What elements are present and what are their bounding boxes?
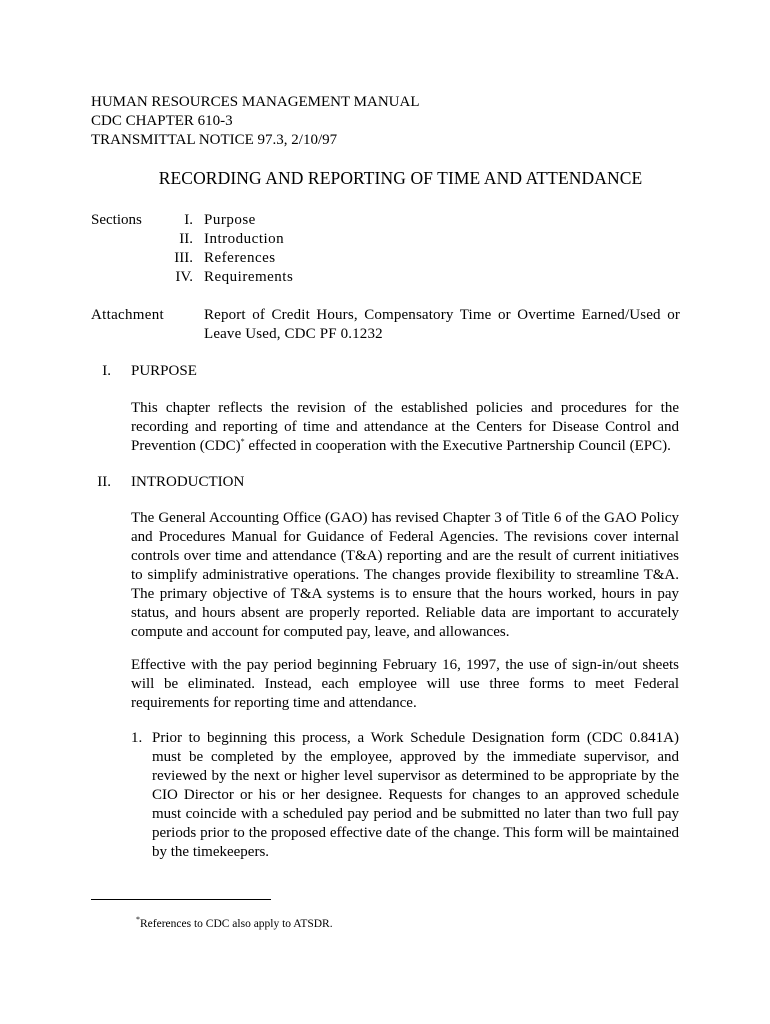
chapter-number: CDC CHAPTER 610-3 xyxy=(91,113,233,129)
section-number: I. xyxy=(184,212,193,228)
purpose-text-end: effected in cooperation with the Executive Partnership Council (EPC). xyxy=(244,438,671,454)
section-number: III. xyxy=(174,250,193,266)
section-item-requirements: Requirements xyxy=(204,269,294,285)
section-item-purpose: Purpose xyxy=(204,212,256,228)
transmittal-notice: TRANSMITTAL NOTICE 97.3, 2/10/97 xyxy=(91,132,338,148)
introduction-number: II. xyxy=(97,474,111,490)
page-title: RECORDING AND REPORTING OF TIME AND ATTENDANCE xyxy=(158,168,643,188)
introduction-heading: INTRODUCTION xyxy=(131,474,245,490)
manual-title: HUMAN RESOURCES MANAGEMENT MANUAL xyxy=(91,94,420,110)
purpose-paragraph xyxy=(131,399,679,456)
document-header xyxy=(91,93,420,150)
footnote-ref: * xyxy=(240,437,245,446)
sections-label: Sections xyxy=(91,212,142,228)
attachment-text: Report of Credit Hours, Compensatory Time or Overtime Earned/Used or Leave Used, CDC PF 0.1232 xyxy=(204,307,680,342)
section-number: II. xyxy=(179,231,193,247)
footnote xyxy=(136,917,333,931)
footnote-marker: * xyxy=(136,915,140,925)
section-number: IV. xyxy=(175,269,193,285)
list-item-number: 1. xyxy=(131,730,143,746)
footnote-text: References to CDC also apply to ATSDR. xyxy=(140,918,333,930)
purpose-number: I. xyxy=(102,363,111,379)
footnote-divider xyxy=(91,899,271,900)
list-item: Prior to beginning this process, a Work Schedule Designation form (CDC 0.841A) must be completed by the employee, approved by the immediate supervisor, and reviewed by the next or higher level supervisor as determined to be appropriate by the CIO Director or his or her designee. Requests for changes to an approved schedule must coincide with a scheduled pay period and be submitted no later than two full pay periods prior to the proposed effective date of the change. This form will be maintained by the timekeepers. xyxy=(152,730,679,860)
attachment-label: Attachment xyxy=(91,307,164,323)
purpose-text: This chapter reflects the revision of the established policies and procedures for the recording and reporting of time and attendance at the Centers for Disease Control and Prevention (CDC) xyxy=(131,400,679,454)
section-item-introduction: Introduction xyxy=(204,231,285,247)
purpose-heading: PURPOSE xyxy=(131,363,197,379)
section-item-references: References xyxy=(204,250,276,266)
introduction-paragraph-1: The General Accounting Office (GAO) has revised Chapter 3 of Title 6 of the GAO Policy and Procedures Manual for Guidance of Federal Agencies. The revisions cover internal controls over time and attendance (T&A) reporting and are the result of current initiatives to simplify administrative operations. The changes provide flexibility to streamline T&A. The primary objective of T&A systems is to ensure that the hours worked, hours in pay status, and hours absent are properly reported. Reliable data are important to accurately compute and account for computed pay, leave, and allowances. xyxy=(131,510,679,640)
introduction-paragraph-2: Effective with the pay period beginning February 16, 1997, the use of sign-in/out sheets will be eliminated. Instead, each employee will use three forms to meet Federal requirements for reporting time and attendance. xyxy=(131,657,679,711)
